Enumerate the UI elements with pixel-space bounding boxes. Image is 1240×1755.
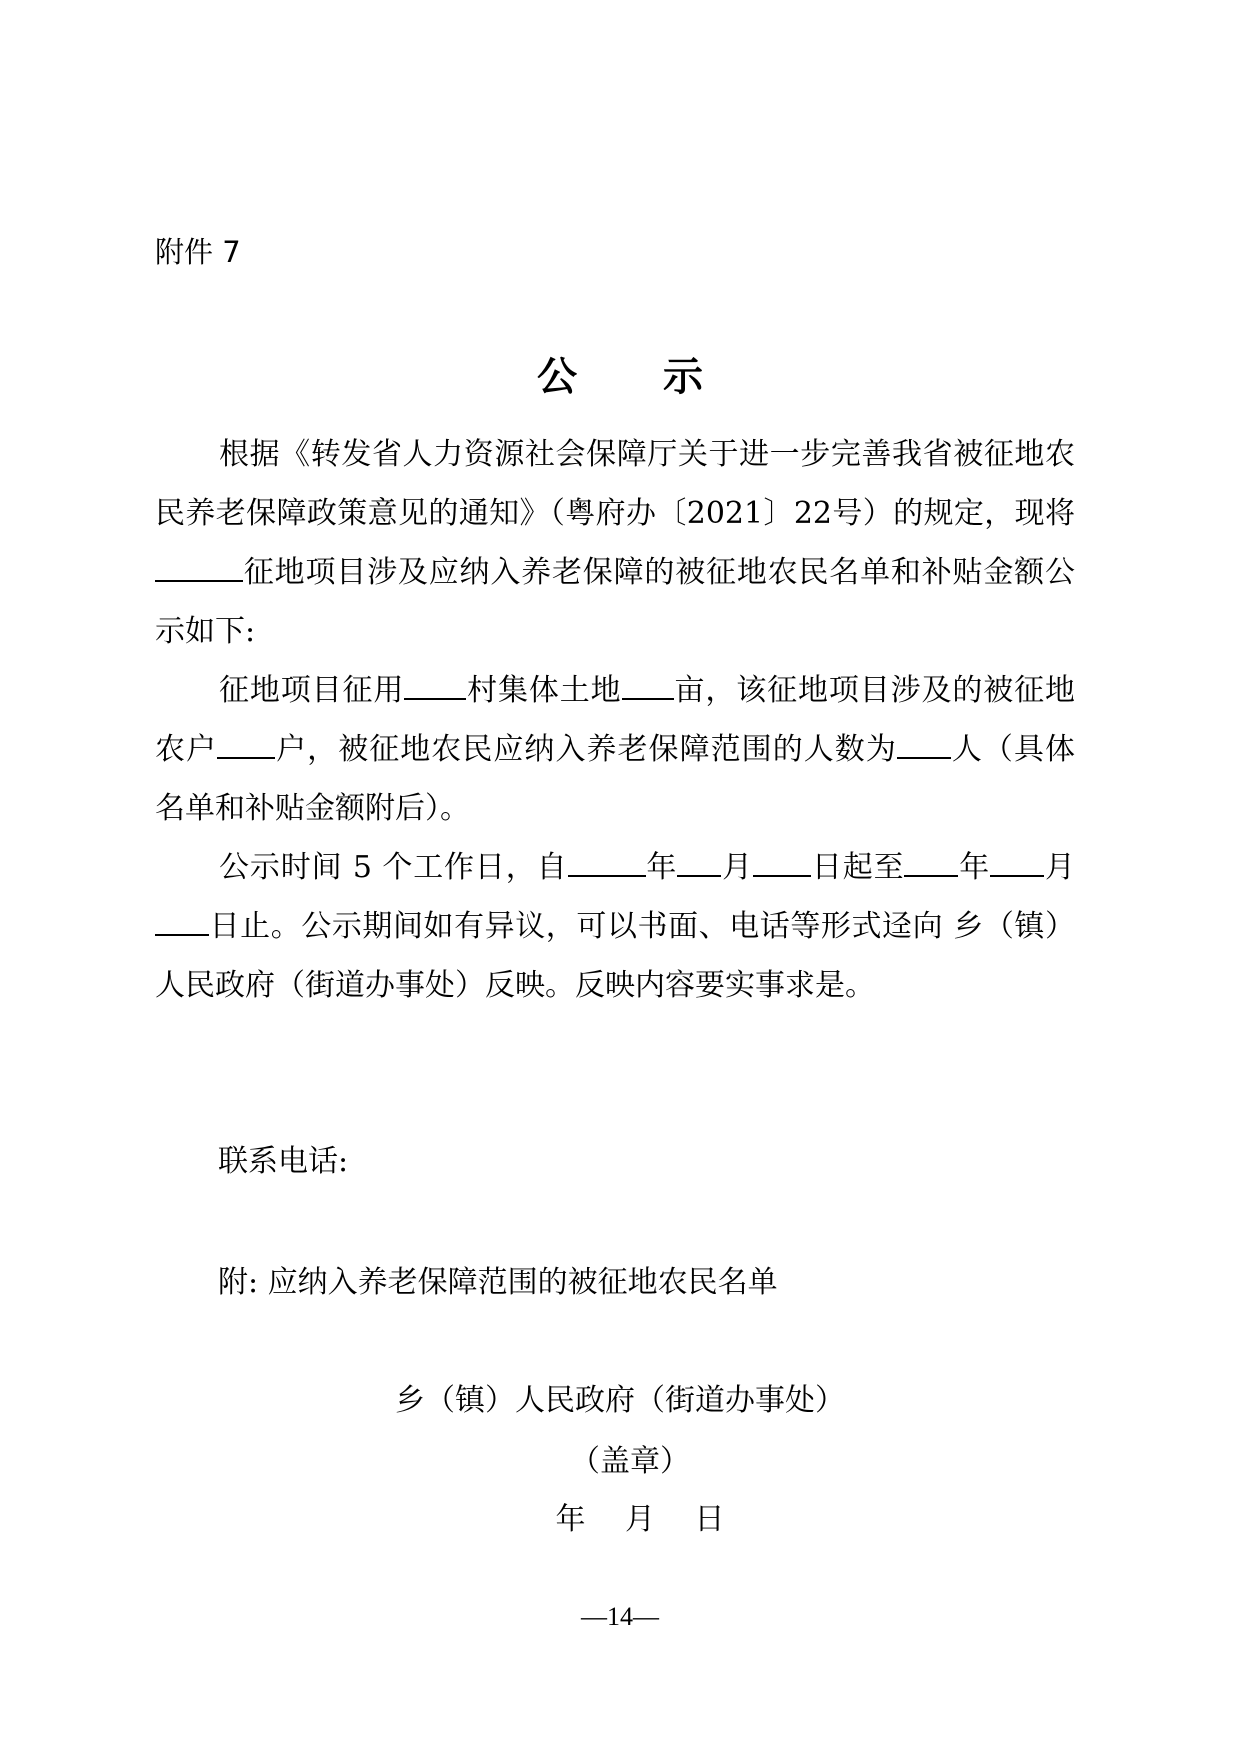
paragraph-1-text-b: 征地项目涉及应纳入养老保障的被征地农民名单和补贴金额公示如下: — [155, 555, 1075, 649]
attachment-note: 附: 应纳入养老保障范围的被征地农民名单 — [218, 1265, 778, 1300]
start-month-blank — [677, 849, 721, 877]
page-number: —14— — [581, 1602, 659, 1631]
paragraph-1 — [155, 425, 1075, 661]
paragraph-3-text-c: 月 — [721, 850, 753, 885]
signature-seal: （盖章） — [570, 1444, 690, 1479]
paragraph-1-text-a: 根据《转发省人力资源社会保障厅关于进一步完善我省被征地农民养老保障政策意见的通知》（粤府办〔2021〕22号）的规定，现将 — [155, 437, 1075, 531]
person-count-blank — [897, 731, 951, 759]
household-count-blank — [217, 731, 275, 759]
end-month-blank — [990, 849, 1044, 877]
paragraph-3-text-d: 日起至 — [810, 850, 905, 885]
signature-date: 年 月 日 — [555, 1502, 725, 1537]
paragraph-3 — [155, 838, 1075, 1015]
paragraph-3-text-b: 年 — [645, 850, 678, 885]
signature-organization: 乡（镇）人民政府（街道办事处） — [395, 1383, 845, 1418]
paragraph-2-text-c: 亩，该征地项目涉及的被征地农户 — [155, 673, 1076, 767]
contact-phone-label: 联系电话: — [218, 1144, 349, 1179]
paragraph-2-text-a: 征地项目征用 — [219, 673, 405, 708]
page-title: 公 示 — [537, 354, 739, 400]
paragraph-3-text-g: 日止。公示期间如有异议，可以书面、电话等形式迳向 乡（镇）人民政府（街道办事处）反映。反映内容要实事求是。 — [155, 909, 1075, 1003]
land-area-blank — [622, 672, 674, 700]
paragraph-2-text-d: 户，被征地农民应纳入养老保障范围的人数为 — [275, 732, 897, 767]
end-day-blank — [155, 908, 209, 936]
end-year-blank — [904, 849, 958, 877]
paragraph-2 — [155, 661, 1075, 838]
attachment-label: 附件 7 — [155, 235, 241, 269]
paragraph-2-text-b: 村集体土地 — [466, 673, 622, 708]
paragraph-3-text-a: 公示时间 5 个工作日，自 — [219, 850, 568, 885]
start-day-blank — [753, 849, 811, 877]
paragraph-3-text-f: 月 — [1044, 850, 1076, 885]
start-year-blank — [568, 849, 646, 877]
notice-body — [155, 425, 1075, 1015]
paragraph-3-text-e: 年 — [958, 850, 991, 885]
village-name-blank — [404, 672, 466, 700]
project-name-blank — [155, 554, 243, 582]
paragraph-2-text-e: 人（具体名单和补贴金额附后）。 — [155, 732, 1076, 826]
